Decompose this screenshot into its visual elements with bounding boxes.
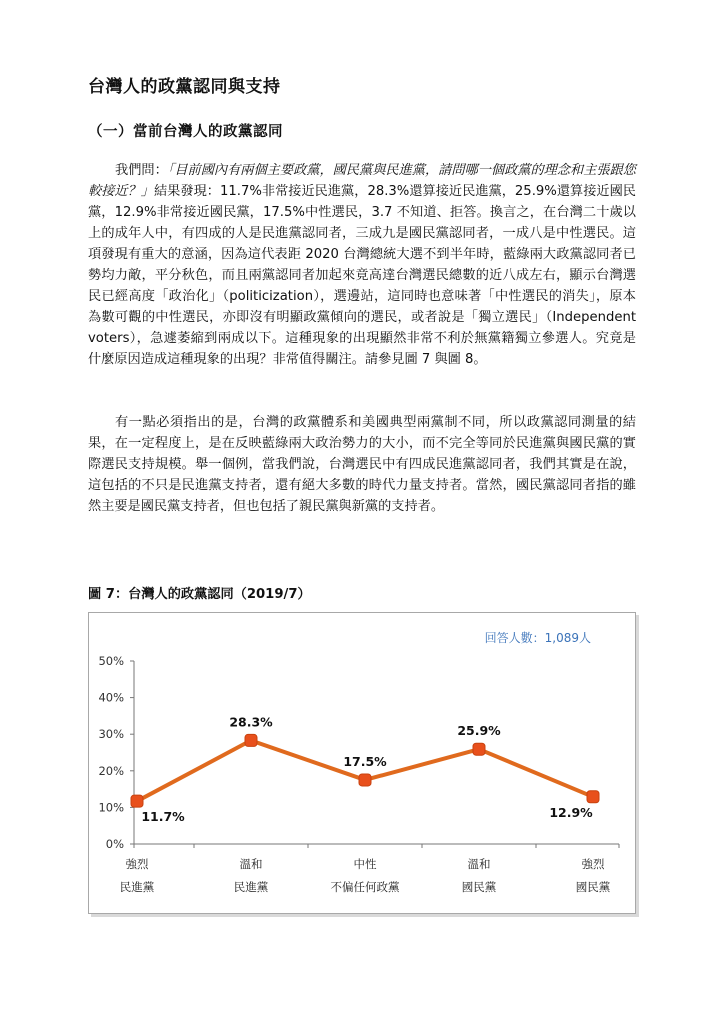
y-tick-label: 40% bbox=[98, 690, 124, 705]
paragraph-1-lead: 我們問： bbox=[115, 163, 168, 178]
data-label: 12.9% bbox=[549, 804, 593, 820]
data-label: 11.7% bbox=[141, 809, 185, 825]
x-tick-label: 強烈 bbox=[125, 857, 149, 871]
chart-frame bbox=[88, 612, 636, 914]
figure-caption: 圖 7：台灣人的政黨認同（2019/7） bbox=[88, 587, 311, 602]
paragraph-1 bbox=[88, 160, 636, 370]
series-line bbox=[137, 740, 593, 801]
x-tick-label: 民進黨 bbox=[233, 880, 269, 894]
party-identification-line-chart bbox=[89, 613, 635, 913]
respondent-count-annotation: 回答人數：1,089人 bbox=[484, 631, 591, 645]
x-tick-label: 國民黨 bbox=[575, 880, 611, 894]
x-tick-label: 不偏任何政黨 bbox=[330, 880, 400, 894]
y-tick-label: 30% bbox=[98, 727, 124, 742]
x-tick-label: 溫和 bbox=[239, 857, 263, 871]
y-tick-label: 10% bbox=[98, 800, 124, 815]
data-point-marker bbox=[359, 774, 371, 786]
paragraph-2 bbox=[88, 412, 636, 517]
data-point-marker bbox=[131, 795, 143, 807]
y-tick-label: 20% bbox=[98, 763, 124, 778]
y-tick-label: 0% bbox=[105, 837, 124, 851]
x-tick-label: 強烈 bbox=[581, 857, 605, 871]
document-title: 台灣人的政黨認同與支持 bbox=[88, 77, 281, 97]
x-tick-label: 中性 bbox=[353, 857, 377, 871]
x-tick-label: 國民黨 bbox=[461, 880, 497, 894]
paragraph-2-text: 有一點必須指出的是，台灣的政黨體系和美國典型兩黨制不同，所以政黨認同測量的結果，在一定程度上，是在反映藍綠兩大政治勢力的大小，而不完全等同於民進黨與國民黨的實際選民支持規模。舉一個例，當我們說，台灣選民中有四成民進黨認同者，我們其實是在說，這包括的不只是民進黨支持者，還有絕大多數的時代力量支持者。當然，國民黨認同者指的雖然主要是國民黨支持者，但也包括了親民黨與新黨的支持者。 bbox=[88, 415, 636, 514]
data-label: 17.5% bbox=[343, 753, 387, 769]
x-tick-label: 民進黨 bbox=[119, 880, 155, 894]
data-point-marker bbox=[245, 734, 257, 746]
data-point-marker bbox=[587, 791, 599, 803]
data-label: 25.9% bbox=[457, 723, 501, 739]
y-tick-label: 50% bbox=[98, 654, 124, 668]
data-label: 28.3% bbox=[229, 714, 273, 730]
survey-question: 「目前國內有兩個主要政黨，國民黨與民進黨，請問哪一個政黨的理念和主張跟您較接近？」 bbox=[88, 163, 636, 199]
paragraph-1-body: 結果發現：11.7%非常接近民進黨，28.3%還算接近民進黨，25.9%還算接近國民黨，12.9%非常接近國民黨，17.5%中性選民，3.7 不知道、拒答。換言之，在台灣二十歲以上的成年人中，有四成的人是民進黨認同者，三成九是國民黨認同者，一成八是中性選民。這項發現有重大的意涵，因為這代表距 2020 台灣總統大選不到半年時，藍綠兩大政黨認同者已勢均力敵，平分秋色，而且兩黨認同者加起來竟高達台灣選民總數的近八成左右，顯示台灣選民已經高度「政治化」（politicization），選邊站，這同時也意味著「中性選民的消失」，原本為數可觀的中性選民，亦即沒有明顯政黨傾向的選民，或者說是「獨立選民」（Independent voters），急遽萎縮到兩成以下。這種現象的出現顯然非常不利於無黨籍獨立參選人。究竟是什麼原因造成這種現象的出現？非常值得關注。請參見圖 7 與圖 8。 bbox=[88, 184, 636, 367]
data-point-marker bbox=[473, 743, 485, 755]
section-heading: （一）當前台灣人的政黨認同 bbox=[88, 124, 283, 140]
x-tick-label: 溫和 bbox=[467, 857, 491, 871]
